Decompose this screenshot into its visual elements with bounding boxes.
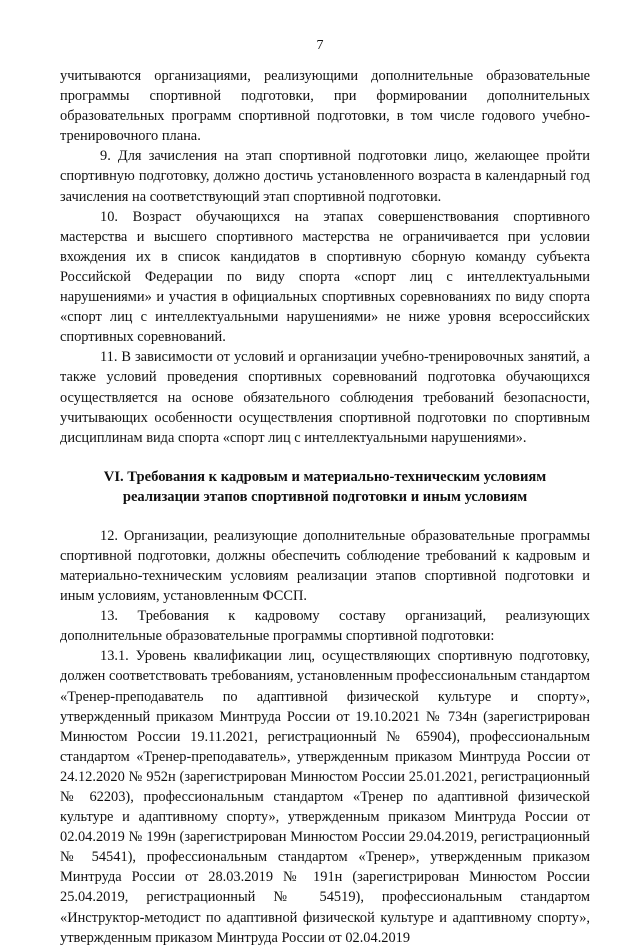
section-heading-line-1: VI. Требования к кадровым и материально-техническим условиям	[103, 468, 547, 485]
page-number: 7	[316, 38, 324, 53]
paragraph-continuation: учитываются организациями, реализующими дополнительные образовательные программы спортивной подготовки, при формировании дополнительных образовательных программ спортивной подготовки, в том числе годового учебно-тренировочного плана.	[60, 68, 590, 145]
paragraph-9: 9. Для зачисления на этап спортивной подготовки лицо, желающее пройти спортивную подготовку, должно достичь установленного возраста в календарный год зачисления на соответствующий этап спортивной подготовки.	[60, 148, 590, 205]
document-body	[60, 66, 590, 948]
paragraph-12: 12. Организации, реализующие дополнительные образовательные программы спортивной подготовки, должны обеспечить соблюдение требований к кадровым и материально-техническим условиям реализации этапов спортивной подготовки и иным условиям, установленным ФССП.	[60, 527, 590, 605]
paragraph-11: 11. В зависимости от условий и организации учебно-тренировочных занятий, а также условий проведения спортивных соревнований подготовка обучающихся осуществляется на основе обязательного соблюдения требований безопасности, учитывающих особенности осуществления спортивной подготовки по спортивным дисциплинам вида спорта «спорт лиц с интеллектуальными нарушениями».	[60, 349, 590, 446]
section-heading-line-2: реализации этапов спортивной подготовки и иным условиям	[122, 488, 528, 505]
paragraph-13: 13. Требования к кадровому составу организаций, реализующих дополнительные образовательные программы спортивной подготовки:	[60, 608, 590, 645]
section-heading	[60, 467, 590, 507]
paragraph-10: 10. Возраст обучающихся на этапах совершенствования спортивного мастерства и высшего спортивного мастерства не ограничивается при условии вхождения их в список кандидатов в спортивную сборную команду субъекта Российской Федерации по виду спорта «спорт лиц с интеллектуальными нарушениями» и участия в официальных спортивных соревнованиях по виду спорта «спорт лиц с интеллектуальными нарушениями» не ниже уровня всероссийских спортивных соревнований.	[60, 208, 590, 346]
paragraph-13-1: 13.1. Уровень квалификации лиц, осуществляющих спортивную подготовку, должен соответствовать требованиям, установленным профессиональным стандартом «Тренер-преподаватель по адаптивной физической культуре и спорту», утвержденный приказом Минтруда России от 19.10.2021 № 734н (зарегистрирован Минюстом России 19.11.2021, регистрационный № 65904), профессиональным стандартом «Тренер-преподаватель», утвержденным приказом Минтруда России от 24.12.2020 № 952н (зарегистрирован Минюстом России 25.01.2021, регистрационный № 62203), профессиональным стандартом «Тренер по адаптивной физической культуре и адаптивному спорту», утвержденным приказом Минтруда России от 02.04.2019 № 199н (зарегистрирован Минюстом России 29.04.2019, регистрационный № 54541), профессиональным стандартом «Тренер», утвержденным приказом Минтруда России от 28.03.2019 № 191н (зарегистрирован Минюстом России 25.04.2019, регистрационный № 54519), профессиональным стандартом «Инструктор-методист по адаптивной физической культуре и адаптивному спорту», утвержденным приказом Минтруда России от 02.04.2019	[60, 648, 590, 946]
